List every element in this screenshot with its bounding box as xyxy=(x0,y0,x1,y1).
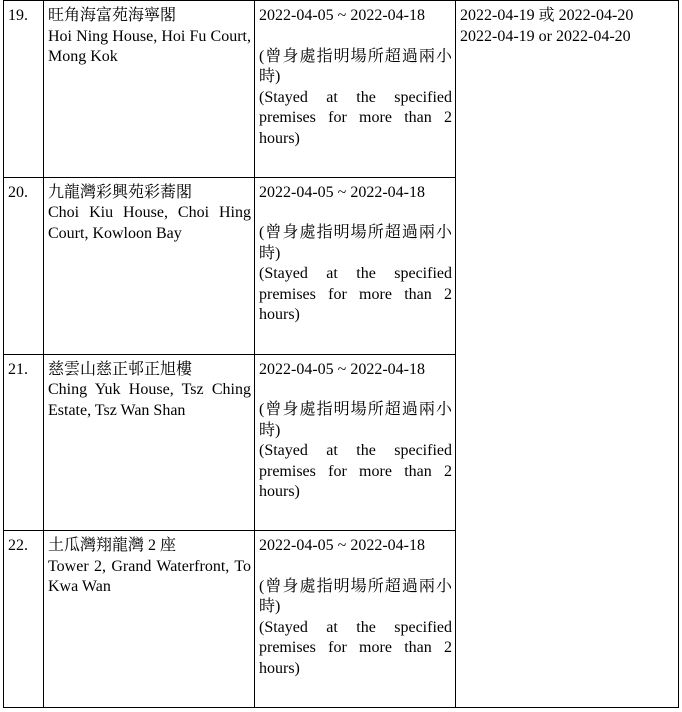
premises-name-en: Ching Yuk House, Tsz Ching Estate, Tsz Wan Shan xyxy=(48,381,251,419)
premises-cell xyxy=(44,354,255,531)
premises-name-zh: 土瓜灣翔龍灣 2 座 xyxy=(48,537,177,555)
row-number: 19. xyxy=(4,1,44,178)
stay-note-zh: (曾身處指明場所超過兩小時) xyxy=(259,224,452,262)
stay-note-zh: (曾身處指明場所超過兩小時) xyxy=(259,47,452,85)
premises-name-zh: 九龍灣彩興苑彩蕎閣 xyxy=(48,183,193,201)
row-number: 21. xyxy=(4,354,44,531)
dates-cell xyxy=(255,354,456,531)
stay-note-zh: (曾身處指明場所超過兩小時) xyxy=(259,577,452,616)
premises-name-en: Tower 2, Grand Waterfront, To Kwa Wan xyxy=(48,557,251,596)
premises-cell xyxy=(44,177,255,354)
stay-note-en: (Stayed at the specified premises for more than 2 hours) xyxy=(259,265,452,324)
date-range: 2022-04-05 ~ 2022-04-18 xyxy=(259,183,425,201)
table-row xyxy=(4,1,679,178)
row-number: 20. xyxy=(4,177,44,354)
dates-cell xyxy=(255,1,456,178)
test-dates-zh: 2022-04-19 或 2022-04-20 xyxy=(460,7,634,24)
stay-note-zh: (曾身處指明場所超過兩小時) xyxy=(259,401,452,439)
premises-table xyxy=(3,0,679,708)
row-number: 22. xyxy=(4,531,44,708)
stay-note-en: (Stayed at the specified premises for more than 2 hours) xyxy=(259,442,452,500)
premises-name-en: Choi Kiu House, Choi Hing Court, Kowloon Bay xyxy=(48,204,251,242)
dates-cell xyxy=(255,531,456,708)
premises-name-zh: 慈雲山慈正邨正旭樓 xyxy=(48,360,193,378)
date-range: 2022-04-05 ~ 2022-04-18 xyxy=(259,360,425,378)
test-dates-cell xyxy=(456,1,679,708)
premises-cell xyxy=(44,531,255,708)
premises-cell xyxy=(44,1,255,178)
date-range: 2022-04-05 ~ 2022-04-18 xyxy=(259,537,425,555)
stay-note-en: (Stayed at the specified premises for more than 2 hours) xyxy=(259,618,452,677)
dates-cell xyxy=(255,177,456,354)
date-range: 2022-04-05 ~ 2022-04-18 xyxy=(259,7,425,24)
stay-note-en: (Stayed at the specified premises for more than 2 hours) xyxy=(259,88,452,147)
premises-name-en: Hoi Ning House, Hoi Fu Court, Mong Kok xyxy=(48,27,251,65)
premises-name-zh: 旺角海富苑海寧閣 xyxy=(48,7,177,24)
test-dates-en: 2022-04-19 or 2022-04-20 xyxy=(460,27,631,45)
